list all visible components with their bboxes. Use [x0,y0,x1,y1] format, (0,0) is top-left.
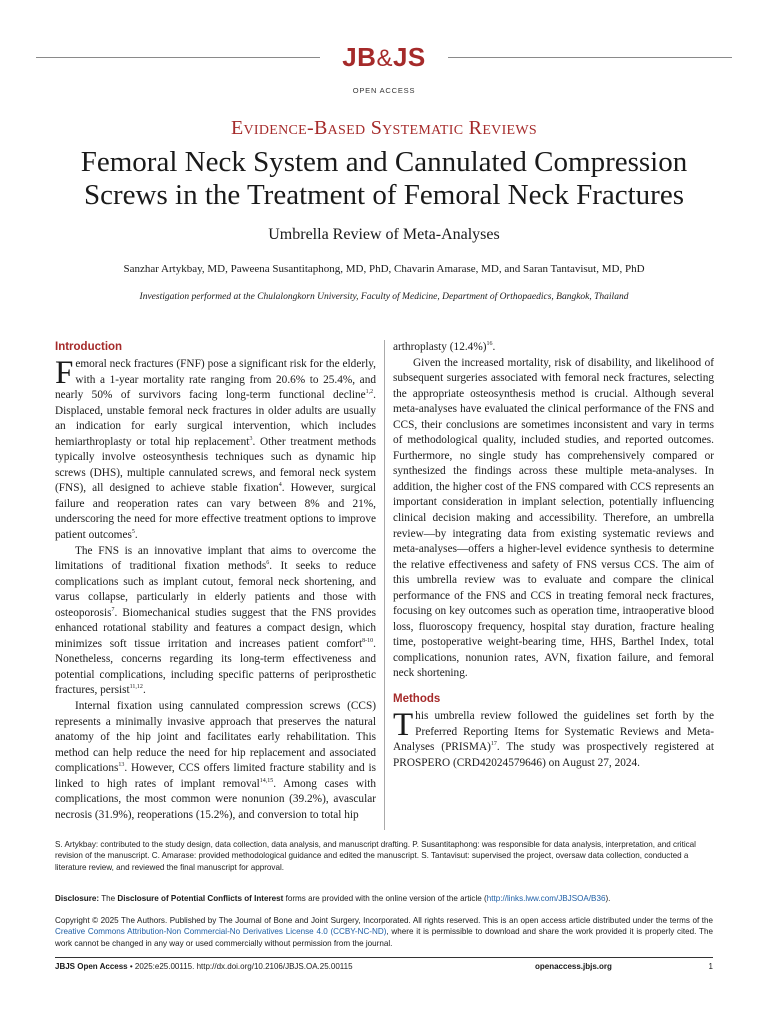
text-run: . However, surgical failure and reoperation rates can vary between 8% and 21%, underscoring the need for more effective treatment options to improve patient outcomes [55,482,376,542]
reference-superscript[interactable]: 5 [131,529,135,536]
text-run: . However, CCS offers limited fracture stability and is linked to high rates of implant removal [55,762,376,790]
text-run: . Among cases with complications, the most common were nonunion (39.2%), avascular necrosis (31.9%), reoperations (15.2%), and conversion to total hip [55,777,376,821]
reference-superscript[interactable]: 16 [486,341,493,348]
text-run: , where it is permissible to download and share the work provided it is properly cited. The work cannot be changed in any way or used commercially without permission from the journal. [55,927,713,948]
text-run: The [101,894,116,903]
drop-cap: F [55,355,74,391]
text-run: . It seeks to reduce complications such as implant cutout, femoral neck shortening, and varus collapse, particularly in elderly patients and those with osteoporosis [55,560,376,619]
column-divider [384,340,385,830]
affiliation: Investigation performed at the Chulalongkorn University, Faculty of Medicine, Department of Orthopaedics, Bangkok, Thailand [139,292,629,302]
logo-ampersand: & [376,45,393,72]
text-run: his umbrella review followed the guidelines set forth by the Preferred Reporting Items for Systematic Reviews and Meta-Analyses (PRISMA) [393,710,714,754]
author-list: Sanzhar Artykbay, MD, Paweena Susantitaphong, MD, PhD, Chavarin Amarase, MD, and Saran Tantavisut, MD, PhD [123,263,645,275]
article-subtitle: Umbrella Review of Meta-Analyses [268,226,500,243]
reference-superscript[interactable]: 14,15 [259,778,274,784]
text-run: . The study was prospectively registered at PROSPERO (CRD42024579646) on August 27, 2024. [393,741,714,769]
text-run: . Displaced, unstable femoral neck fractures in older adults are usually an indication for early surgical intervention, which includes hemiarthroplasty or total hip replacement [55,389,376,448]
masthead [0,40,768,100]
footer-citation [55,962,353,971]
text-run: . Biomechanical studies suggest that the FNS provides enhanced rotational stability and features a compact design, which minimizes soft tissue irritation and increases patient comfort [55,606,376,650]
body-column-right [393,340,714,771]
text-run: . [142,684,146,697]
intro-paragraph-3 [55,699,376,823]
intro-paragraph-2 [55,544,376,699]
drop-cap: T [393,707,414,744]
page-footer [55,962,713,974]
logo-jb: JB [342,42,377,72]
text-run: The FNS is an innovative implant that aims to overcome the limitations of traditional fixation methods [55,544,376,573]
reference-superscript[interactable]: 3 [249,435,253,442]
text-run: emoral neck fractures (FNF) pose a significant risk for the elderly, with a 1-year mortality rate ranging from 20.6% to 25.4%, and nearly 50% of survivors facing long-term functional decline [55,358,376,402]
masthead-rule-right [448,57,732,58]
disclosure-link[interactable]: http://links.lww.com/JBJSOA/B36 [486,894,606,903]
intro-paragraph-4: Given the increased mortality, risk of disability, and likelihood of subsequent surgeries associated with femoral neck fractures, selecting the appropriate osteosynthesis method is crucial. Although several meta-analyses have evaluated the clinical performance of the FNS and CCS, their conclusions are sometimes inconsistent and vary in terms of methodological quality, included studies, and reported outcomes. Furthermore, no single study has comprehensively compared or synthesized the findings across these multiple meta-analyses. In addition, the higher cost of the FNS compared with CCS represents an important consideration in implant selection, potentially influencing clinical decision making and accessibility. Therefore, an umbrella review—by integrating data from existing systematic reviews and meta-analyses—offers a higher-level evidence synthesis to determine the relative effectiveness and safety of FNS versus CCS. The aim of this umbrella review was to evaluate and compare the clinical performance of the FNS and CCS in treating femoral neck fractures, focusing on key outcomes such as operation time, intraoperative blood loss, fluoroscopy frequency, hospital stay duration, fracture healing time, postoperative weight-bearing time, HHS, Barthel Index, total complications, nonunion rates, AVN, fixation failure, and femoral neck shortening. [393,356,714,680]
reference-superscript[interactable]: 1,2 [365,389,374,396]
footer-rule [55,957,713,958]
reference-superscript[interactable]: 4 [278,482,282,489]
footer-journal-name: JBJS Open Access [55,962,128,971]
author-contributions: S. Artykbay: contributed to the study design, data collection, data analysis, and manuscript drafting. P. Susantitaphong: was responsible for data analysis, interpretation, and critical revision of the manuscript. C. Amarase: provided methodological guidance and edited the manuscript. S. Tantavisut: supervised the project, oversaw data collection, conducted a literature review, and reviewed the final manuscript for approval. [55,840,696,872]
text-run: . Other treatment methods typically involve osteosynthesis techniques such as dynamic hip screws (DHS), multiple cannulated screws, and femoral neck system (FNS), all designed to achieve stable fixation [55,435,376,495]
masthead-rule-left [36,57,320,58]
open-access-label: OPEN ACCESS [352,86,416,95]
text-run: . [134,529,138,542]
disclosure-forms-title: Disclosure of Potential Conflicts of Interest [117,894,284,903]
footer-doi[interactable]: • 2025:e25.00115. http://dx.doi.org/10.2106/JBJS.OA.25.00115 [127,962,353,971]
text-run: arthroplasty (12.4%) [393,341,487,353]
text-run: . [492,341,496,353]
section-spacer [393,682,714,692]
footer-site-link[interactable]: openaccess.jbjs.org [535,962,612,971]
introduction-heading: Introduction [55,341,123,353]
journal-logo [320,40,448,76]
text-run: . Nonetheless, concerns regarding its long-term effectiveness and potential complications, including specific patterns of periprosthetic fractures, persist [55,637,376,697]
text-run: Copyright © 2025 The Authors. Published by The Journal of Bone and Joint Surgery, Incorporated. All rights reserved. This is an open access article distributed under the terms of the [55,916,713,925]
reference-superscript[interactable]: 8-10 [362,638,374,645]
page-number: 1 [708,962,713,971]
reference-superscript[interactable]: 7 [111,606,115,613]
logo-js: JS [392,42,426,72]
methods-paragraph-1 [393,709,714,771]
reference-superscript[interactable]: 11,12 [129,684,143,691]
section-label: Evidence-Based Systematic Reviews [230,117,537,139]
intro-paragraph-1 [55,357,376,544]
reference-superscript[interactable]: 6 [266,560,270,567]
license-link[interactable]: Creative Commons Attribution-Non Commercial-No Derivatives License 4.0 (CCBY-NC-ND) [55,927,387,937]
reference-superscript[interactable]: 13 [118,762,125,769]
intro-paragraph-3-continued [393,340,714,356]
body-column-left [55,340,376,823]
article-title: Femoral Neck System and Cannulated Compression Screws in the Treatment of Femoral Neck Fractures [80,146,688,211]
reference-superscript[interactable]: 17 [490,741,497,748]
copyright-notice [55,915,713,949]
text-run: Internal fixation using cannulated compression screws (CCS) represents a minimally invasive approach that preserves the natural anatomy of the hip joint and facilitates early rehabilitation. This method can help reduce the need for hip replacement and associated complications [55,700,376,775]
disclosure-label: Disclosure: [55,894,100,903]
methods-heading: Methods [393,693,441,706]
text-run: forms are provided with the online version of the article ( [285,894,487,903]
disclosure-note [55,893,713,904]
text-run: ). [605,894,611,903]
